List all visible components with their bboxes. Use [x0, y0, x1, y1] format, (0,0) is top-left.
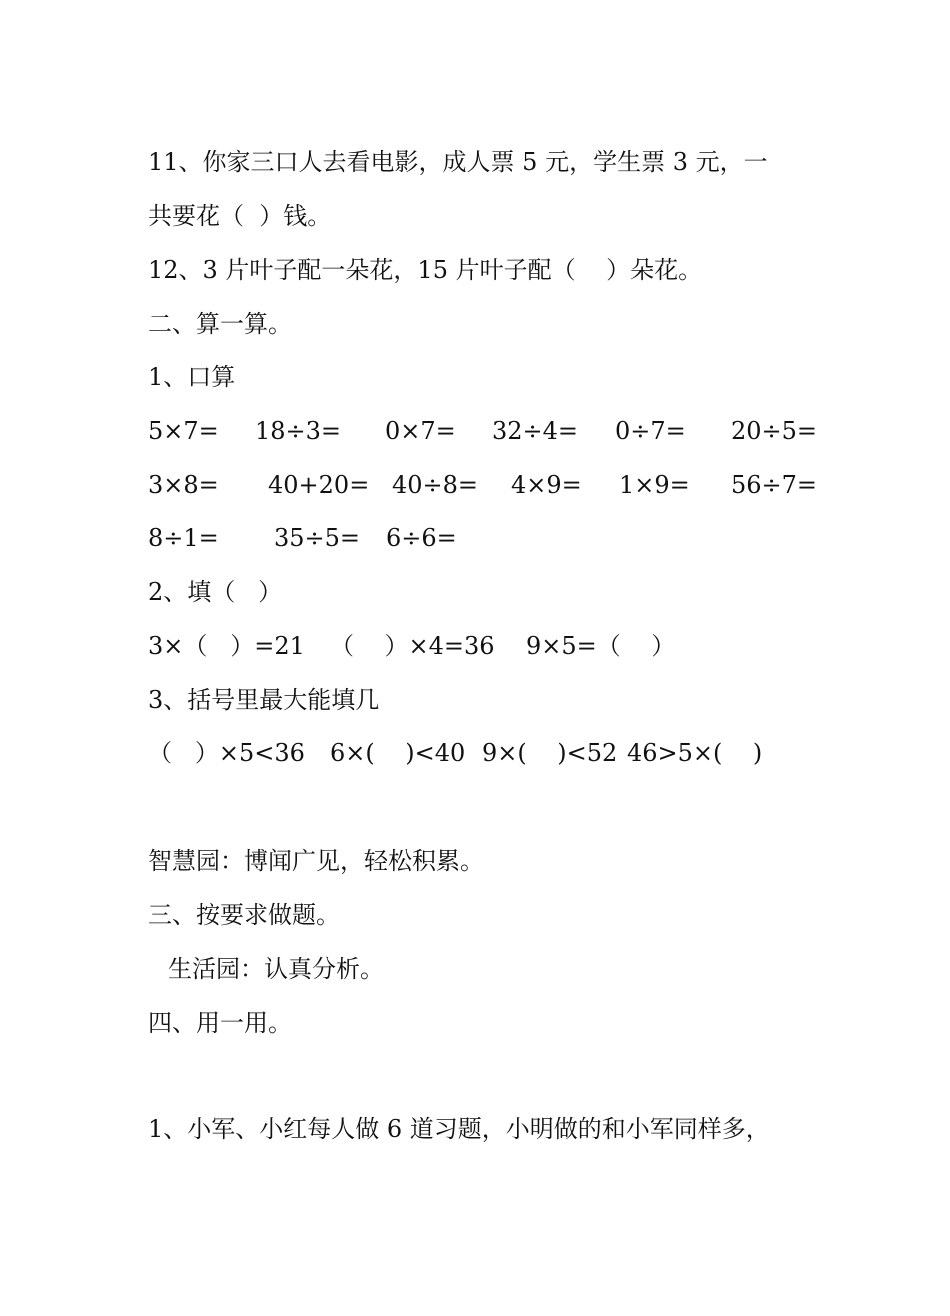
oral-calc-title: 1、口算	[148, 363, 236, 391]
question-11-line-1: 11、你家三口人去看电影，成人票 5 元，学生票 3 元，一	[148, 148, 768, 176]
oral-calc-item: 32÷4=	[492, 417, 579, 445]
fill-blank-row	[0, 631, 950, 661]
question-11-line-2: 共要花（ ）钱。	[148, 202, 332, 230]
oral-calc-item: 0×7=	[385, 417, 456, 445]
oral-calc-item: 20÷5=	[731, 417, 818, 445]
max-fill-item: （ ）×5<36	[148, 739, 305, 767]
oral-calc-item: 8÷1=	[148, 524, 219, 552]
use-question-1: 1、小军、小红每人做 6 道习题，小明做的和小军同样多，	[148, 1115, 770, 1143]
section-4-title: 四、用一用。	[148, 1009, 292, 1037]
oral-calc-row-1	[0, 416, 950, 446]
section-3-title: 三、按要求做题。	[148, 901, 340, 929]
oral-calc-item: 0÷7=	[615, 417, 686, 445]
max-fill-item: 46>5×( )	[627, 739, 763, 767]
oral-calc-item: 40+20=	[268, 471, 370, 499]
fill-blank-item: 9×5=（ ）	[526, 632, 676, 660]
life-garden-heading: 生活园：认真分析。	[168, 955, 384, 983]
oral-calc-item: 56÷7=	[731, 471, 818, 499]
oral-calc-item: 3×8=	[148, 471, 219, 499]
oral-calc-item: 1×9=	[619, 471, 690, 499]
question-12: 12、3 片叶子配一朵花，15 片叶子配（ ）朵花。	[148, 256, 703, 284]
wisdom-garden-heading: 智慧园：博闻广见，轻松积累。	[148, 847, 484, 875]
oral-calc-item: 40÷8=	[392, 471, 479, 499]
oral-calc-item: 4×9=	[511, 471, 582, 499]
fill-blank-title: 2、填（ ）	[148, 578, 283, 606]
fill-blank-item: 3×（ ）=21	[148, 632, 305, 660]
oral-calc-item: 5×7=	[148, 417, 219, 445]
fill-blank-item: （ ）×4=36	[330, 632, 495, 660]
oral-calc-item: 35÷5=	[274, 524, 361, 552]
oral-calc-item: 18÷3=	[255, 417, 342, 445]
section-2-title: 二、算一算。	[148, 310, 292, 338]
max-fill-item: 9×( )<52	[482, 739, 618, 767]
max-fill-item: 6×( )<40	[330, 739, 466, 767]
oral-calc-row-2	[0, 470, 950, 500]
max-fill-row	[0, 738, 950, 768]
oral-calc-row-3	[0, 523, 950, 553]
max-fill-title: 3、括号里最大能填几	[148, 686, 380, 714]
oral-calc-item: 6÷6=	[386, 524, 457, 552]
